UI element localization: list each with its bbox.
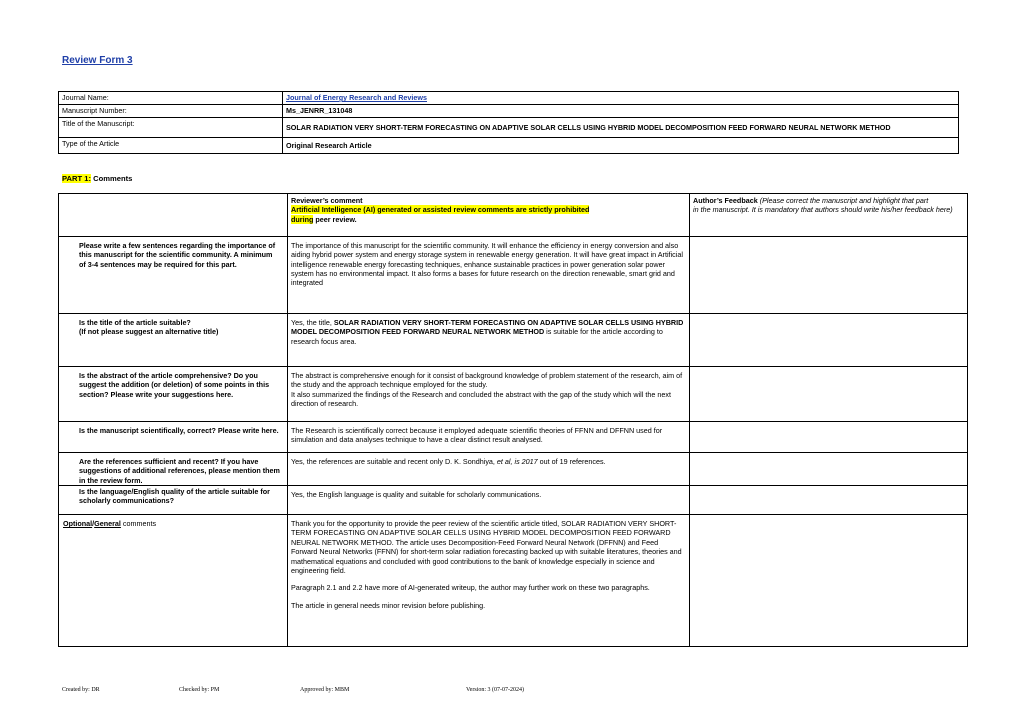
- optional-comments-text: [288, 515, 690, 647]
- footer-version: Version: 3 (07-07-2024): [466, 687, 524, 693]
- optional-para-2: Paragraph 2.1 and 2.2 have more of AI-generated writeup, the author may further work on these two paragraphs.: [291, 583, 650, 593]
- review-row-abstract: [59, 367, 968, 422]
- review-row-references: [59, 453, 968, 486]
- type-label: Type of the Article: [59, 138, 283, 154]
- feedback-references[interactable]: [690, 453, 968, 486]
- author-feedback-title: Author’s Feedback: [693, 196, 758, 205]
- article-type: Original Research Article: [283, 138, 959, 154]
- part-1-heading: [62, 174, 132, 183]
- manuscript-title: SOLAR RADIATION VERY SHORT-TERM FORECASTING ON ADAPTIVE SOLAR CELLS USING HYBRID MODEL DECOMPOSITION FEED FORWARD NEURAL NETWORK METHOD: [283, 118, 959, 138]
- manuscript-info-table: [58, 91, 959, 154]
- question-scientific: Is the manuscript scientifically, correct? Please write here.: [59, 422, 288, 453]
- answer-abstract: The abstract is comprehensive enough for it consist of background knowledge of problem statement of the research, aim of the study and the approach technique employed for the study. It also summarized the findings of the Research and concluded the abstract with the gap of the study which will the next direction of research.: [288, 367, 690, 422]
- optional-para-3: The article in general needs minor revision before publishing.: [291, 600, 486, 610]
- feedback-title[interactable]: [690, 314, 968, 367]
- question-title: Is the title of the article suitable? (If not please suggest an alternative title): [59, 314, 288, 367]
- part-1-label: PART 1:: [62, 174, 91, 183]
- journal-link[interactable]: Journal of Energy Research and Reviews: [286, 93, 428, 102]
- ai-notice: Artificial Intelligence (AI) generated or assisted review comments are strictly prohibited during peer review.: [291, 205, 590, 224]
- question-references: Are the references sufficient and recent? If you have suggestions of additional references, please mention them in the review form.: [59, 453, 288, 486]
- title-label: Title of the Manuscript:: [59, 118, 283, 138]
- question-language: Is the language/English quality of the article suitable for scholarly communications?: [59, 486, 288, 515]
- author-feedback-header: [690, 194, 968, 237]
- author-feedback-note-2: in the manuscript. It is mandatory that authors should write his/her feedback here): [693, 205, 953, 215]
- review-row-title: [59, 314, 968, 367]
- manuscript-number: Ms_JENRR_131048: [283, 105, 959, 118]
- part-1-text: Comments: [90, 174, 133, 183]
- answer-title: Yes, the title, SOLAR RADIATION VERY SHORT-TERM FORECASTING ON ADAPTIVE SOLAR CELLS USING HYBRID MODEL DECOMPOSITION FEED FORWARD NEURAL NETWORK METHOD is suitable for the article according to research focus area.: [288, 314, 690, 367]
- header-empty-cell: [59, 194, 288, 237]
- form-title: Review Form 3: [62, 55, 133, 66]
- feedback-language[interactable]: [690, 486, 968, 515]
- review-row-optional: [59, 515, 968, 647]
- reviewer-comment-title: Reviewer’s comment: [291, 196, 363, 205]
- question-abstract: Is the abstract of the article comprehensive? Do you suggest the addition (or deletion) of some points in this section? Please write your suggestions here.: [59, 367, 288, 422]
- footer-approved-by: Approved by: MBM: [300, 687, 350, 693]
- answer-references: Yes, the references are suitable and recent only D. K. Sondhiya, et al, is 2017 out of 19 references.: [288, 453, 690, 486]
- reviewer-comment-header: [288, 194, 690, 237]
- author-feedback-note-1: (Please correct the manuscript and highlight that part: [757, 196, 929, 205]
- feedback-optional[interactable]: [690, 515, 968, 647]
- answer-language: Yes, the English language is quality and suitable for scholarly communications.: [288, 486, 690, 515]
- manuscript-row: [59, 105, 959, 118]
- review-row-language: [59, 486, 968, 515]
- title-row: [59, 118, 959, 138]
- feedback-importance[interactable]: [690, 237, 968, 314]
- feedback-abstract[interactable]: [690, 367, 968, 422]
- manuscript-label: Manuscript Number:: [59, 105, 283, 118]
- type-row: [59, 138, 959, 154]
- journal-row: [59, 92, 959, 105]
- review-row-importance: [59, 237, 968, 314]
- footer-checked-by: Checked by: PM: [179, 687, 220, 693]
- optional-comments-label: Optional/General comments: [59, 515, 288, 647]
- review-table: [58, 193, 968, 647]
- answer-importance: The importance of this manuscript for the scientific community. It will enhance the efficiency in energy conversion and also aiding hybrid power system and energy storage system in renewable energy generation. It will have great impact in Artificial intelligence renewable energy forecasting techniques, enhance sustainable practices in power generation solar power system has no environmental impact. It also forms a bases for future research on the direction renewable, smart grid and integrated: [288, 237, 690, 314]
- footer-created-by: Created by: DR: [62, 687, 100, 693]
- feedback-scientific[interactable]: [690, 422, 968, 453]
- question-importance: Please write a few sentences regarding the importance of this manuscript for the scientific community. A minimum of 3-4 sentences may be required for this part.: [59, 237, 288, 314]
- optional-para-1: Thank you for the opportunity to provide the peer review of the scientific article titled, SOLAR RADIATION VERY SHORT-TERM FORECASTING ON ADAPTIVE SOLAR CELLS USING HYBRID MODEL DECOMPOSITION FEED FORWARD NEURAL NETWORK METHOD. The article uses Decomposition-Feed Forward Neural Network (DFFNN) and Feed Forward Neural Networks (FFNN) for short-term solar radiation forecasting backed up with suitable literatures, theories and mathematical equations and concluded with good contributions to the bank of knowledge especially in science and engineering field.: [291, 519, 682, 575]
- review-row-scientific: [59, 422, 968, 453]
- answer-scientific: The Research is scientifically correct because it employed adequate scientific theories of FFNN and DFFNN used for simulation and data analyses technique to have a clear distinct result analysed.: [288, 422, 690, 453]
- journal-label: Journal Name:: [59, 92, 283, 105]
- review-header-row: [59, 194, 968, 237]
